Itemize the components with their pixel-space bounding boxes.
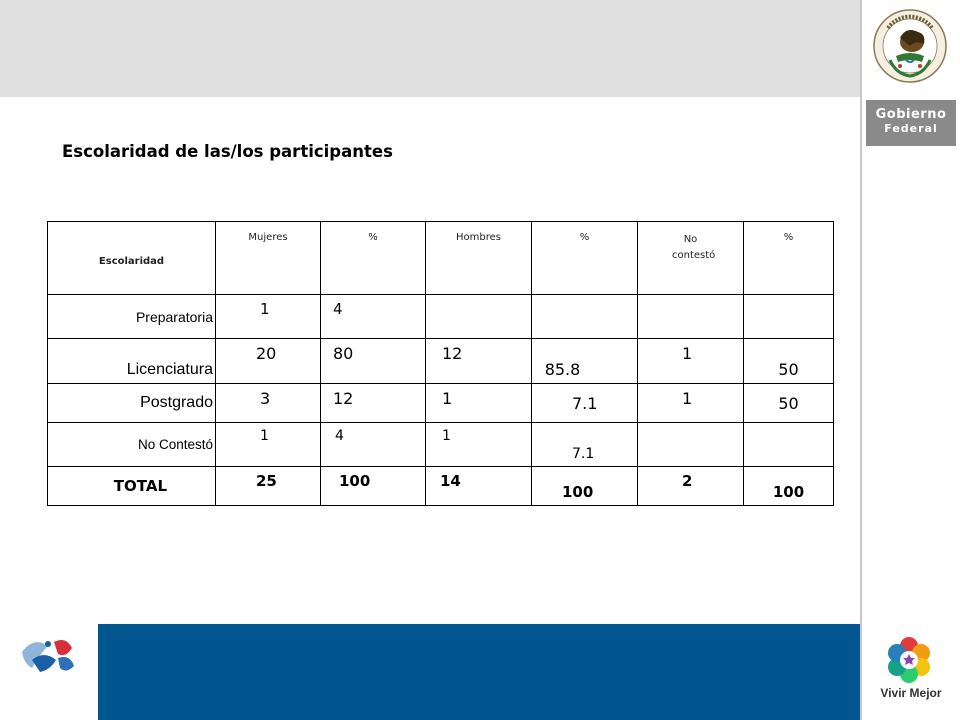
- table-cell: 20: [216, 339, 321, 384]
- table-row: [48, 339, 834, 384]
- row-label: Licenciatura: [48, 339, 216, 384]
- gov-logo-line1: Gobierno: [875, 107, 947, 122]
- row-label: Postgrado: [48, 384, 216, 423]
- gov-logo-line2: Federal: [884, 122, 938, 135]
- table-cell: 1: [638, 339, 744, 384]
- inmujeres-logo-icon: [14, 632, 84, 714]
- table-cell: 4: [321, 295, 426, 339]
- table-cell: 1: [638, 384, 744, 423]
- table-cell: 100: [744, 467, 834, 506]
- table-cell: 7.1: [532, 423, 638, 467]
- table-cell: 1: [426, 384, 532, 423]
- table-cell: 85.8: [532, 339, 638, 384]
- table-cell: [638, 423, 744, 467]
- table-cell: 50: [744, 384, 834, 423]
- gobierno-federal-logo: [866, 100, 956, 146]
- table-cell: 1: [216, 295, 321, 339]
- table-cell: 4: [321, 423, 426, 467]
- col-header-hombres: Hombres: [426, 222, 532, 295]
- table-header-row: [48, 222, 834, 295]
- table-cell: 14: [426, 467, 532, 506]
- table-row: [48, 295, 834, 339]
- escolaridad-table: [47, 221, 834, 506]
- table-cell: 50: [744, 339, 834, 384]
- table-cell: 100: [321, 467, 426, 506]
- table-row: [48, 384, 834, 423]
- col-header-pct-mujeres: %: [321, 222, 426, 295]
- table-cell: 12: [321, 384, 426, 423]
- table-cell: [532, 295, 638, 339]
- row-label: No Contestó: [48, 423, 216, 467]
- table-cell: 100: [532, 467, 638, 506]
- table-cell: [744, 423, 834, 467]
- table-row-total: [48, 467, 834, 506]
- col-header-pct-no-contesto: %: [744, 222, 834, 295]
- table-cell: 2: [638, 467, 744, 506]
- table-cell: 12: [426, 339, 532, 384]
- row-label: Preparatoria: [48, 295, 216, 339]
- table-cell: 1: [426, 423, 532, 467]
- table-cell: 7.1: [532, 384, 638, 423]
- table-cell: 25: [216, 467, 321, 506]
- table-cell: 1: [216, 423, 321, 467]
- table-cell: 3: [216, 384, 321, 423]
- table-cell: [744, 295, 834, 339]
- table-cell: [638, 295, 744, 339]
- col-header-pct-hombres: %: [532, 222, 638, 295]
- col-header-no-contesto: No contestó: [638, 222, 744, 295]
- top-banner: [0, 0, 860, 97]
- table-cell: [426, 295, 532, 339]
- col-header-mujeres: Mujeres: [216, 222, 321, 295]
- col-header-escolaridad: Escolaridad: [48, 222, 216, 295]
- mexican-coat-of-arms-icon: [870, 4, 950, 90]
- table-cell: 80: [321, 339, 426, 384]
- table-row: [48, 423, 834, 467]
- row-label-total: TOTAL: [48, 467, 216, 506]
- page-title: Escolaridad de las/los participantes: [62, 142, 393, 161]
- footer-blue-band: [98, 624, 860, 720]
- vivir-mejor-label: Vivir Mejor: [880, 686, 942, 700]
